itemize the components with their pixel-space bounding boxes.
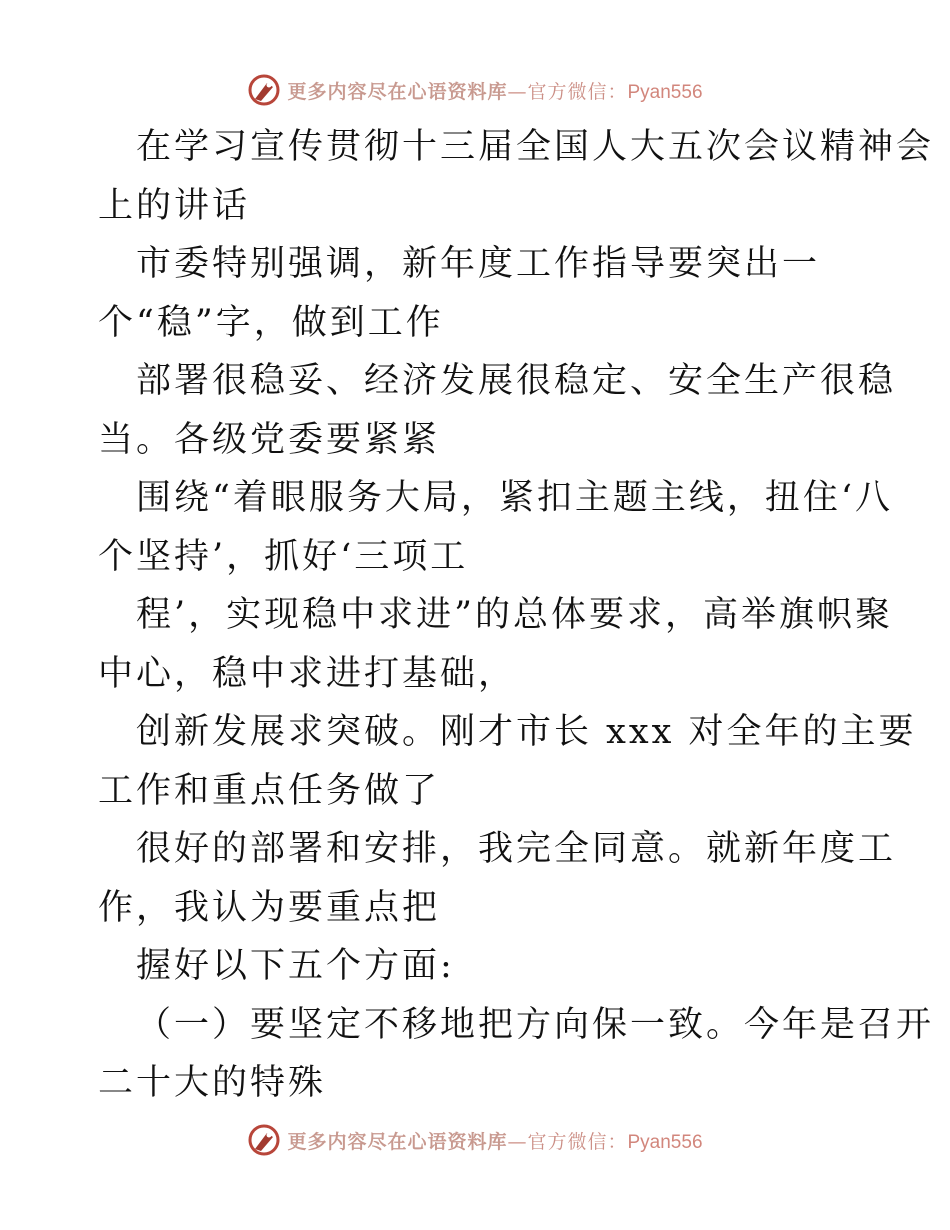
body-line: 握好以下五个方面: xyxy=(136,946,455,986)
body-line: 二十大的特殊 xyxy=(98,1063,327,1103)
pen-nib-logo-icon xyxy=(247,73,281,107)
body-line: 当。各级党委要紧紧 xyxy=(98,419,441,460)
watermark-header xyxy=(0,70,950,110)
body-line: 市委特别强调，新年度工作指导要突出一 xyxy=(136,244,821,284)
body-line: （一）要坚定不移地把方向保一致。今年是召开 xyxy=(136,1004,935,1045)
watermark-footer xyxy=(0,1120,950,1160)
body-line: 围绕“着眼服务大局，紧扣主题主线，扭住‘八 xyxy=(136,478,894,518)
watermark-text: 更多内容尽在心语资料库—官方微信：Pyan556 xyxy=(287,1130,703,1153)
body-line: 工作和重点任务做了 xyxy=(98,770,441,811)
body-line: 程’，实现稳中求进”的总体要求，高举旗帜聚 xyxy=(136,595,894,635)
body-line: 创新发展求突破。刚才市长 xxx 对全年的主要 xyxy=(136,712,917,752)
body-line: 部署很稳妥、经济发展很稳定、安全生产很稳 xyxy=(136,361,897,401)
title-line: 在学习宣传贯彻十三届全国人大五次会议精神会 xyxy=(136,127,935,167)
body-line: 作，我认为要重点把 xyxy=(98,887,441,928)
body-line: 很好的部署和安排，我完全同意。就新年度工 xyxy=(136,829,897,869)
document-body xyxy=(98,118,935,1113)
title-line: 上的讲话 xyxy=(98,185,251,226)
pen-nib-logo-icon xyxy=(247,1123,281,1157)
body-line: 个“稳”字，做到工作 xyxy=(98,302,444,343)
body-line: 中心，稳中求进打基础， xyxy=(98,653,517,694)
body-line: 个坚持’，抓好‘三项工 xyxy=(98,536,469,577)
watermark-text: 更多内容尽在心语资料库—官方微信：Pyan556 xyxy=(287,80,703,103)
